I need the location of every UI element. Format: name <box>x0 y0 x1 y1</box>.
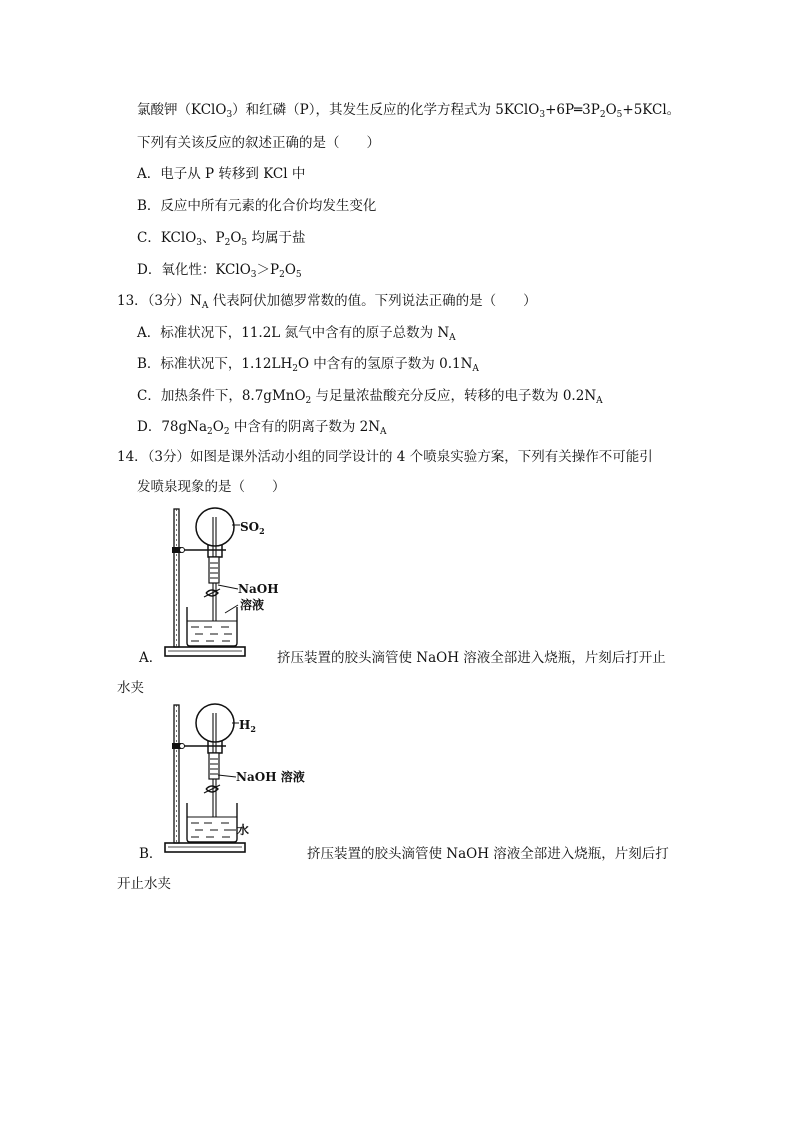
fig-a-gas-label: $SO_2$ <box>240 520 265 536</box>
fig-b-water-label: 水 <box>237 823 250 837</box>
q12-option-c: C．KClO$_3$、$P_2O_5$ 均属于盐 <box>137 230 306 248</box>
q14-option-b-text-2: 开止水夹 <box>117 876 171 892</box>
q14-option-b-text-1: 挤压装置的胶头滴管使 NaOH 溶液全部进入烧瓶，片刻后打 <box>307 846 669 862</box>
q13-option-a: A．标准状况下，11.2L 氮气中含有的原子总数为 $N_A$ <box>137 325 456 343</box>
q12-option-d: D．氧化性：$KClO_3>P_2O_5$ <box>137 262 302 280</box>
fountain-apparatus-b <box>160 699 310 859</box>
q14-option-a-text-1: 挤压装置的胶头滴管使 NaOH 溶液全部进入烧瓶，片刻后打开止 <box>277 650 666 666</box>
q13-option-d: D．$78gNa_2O_2$ 中含有的阴离子数为 $2N_A$ <box>137 419 387 437</box>
q13-option-b: B．标准状况下，$1.12LH_2O$ 中含有的氢原子数为 $0.1N_A$ <box>137 356 479 374</box>
q13-option-c: C．加热条件下，8.7gMnO$_2$ 与足量浓盐酸充分反应，转移的电子数为 $0.2N_A$ <box>137 388 603 406</box>
fig-a-reagent-label: NaOH <box>238 582 279 596</box>
fountain-apparatus-a <box>160 503 280 663</box>
q14-option-b-letter: B． <box>139 846 163 862</box>
q14-stem-line-2: 发喷泉现象的是（ ） <box>137 479 286 495</box>
q14-option-a-text-2: 水夹 <box>117 680 144 696</box>
q12-option-a: A．电子从 P 转移到 KCl 中 <box>137 166 306 182</box>
fig-b-reagent-label: NaOH 溶液 <box>236 770 305 784</box>
q14-option-a-letter: A． <box>139 650 163 666</box>
q13-stem: 13．（3分）$N_A$ 代表阿伏加德罗常数的值。下列说法正确的是（ ） <box>117 293 537 311</box>
q12-stem: 下列有关该反应的叙述正确的是（ ） <box>137 135 380 151</box>
fig-b-gas-label: $H_2$ <box>239 718 256 734</box>
q14-stem-line-1: 14．（3分）如图是课外活动小组的同学设计的 4 个喷泉实验方案，下列有关操作不可能引 <box>117 449 653 465</box>
q12-intro: 氯酸钾（KClO$_3$）和红磷（P），其发生反应的化学方程式为 $5KClO_3+6P═3P_2O_5+5KCl$。 <box>137 102 681 120</box>
fig-a-solution-label: 溶液 <box>240 598 265 612</box>
q12-option-b: B．反应中所有元素的化合价均发生变化 <box>137 198 377 214</box>
